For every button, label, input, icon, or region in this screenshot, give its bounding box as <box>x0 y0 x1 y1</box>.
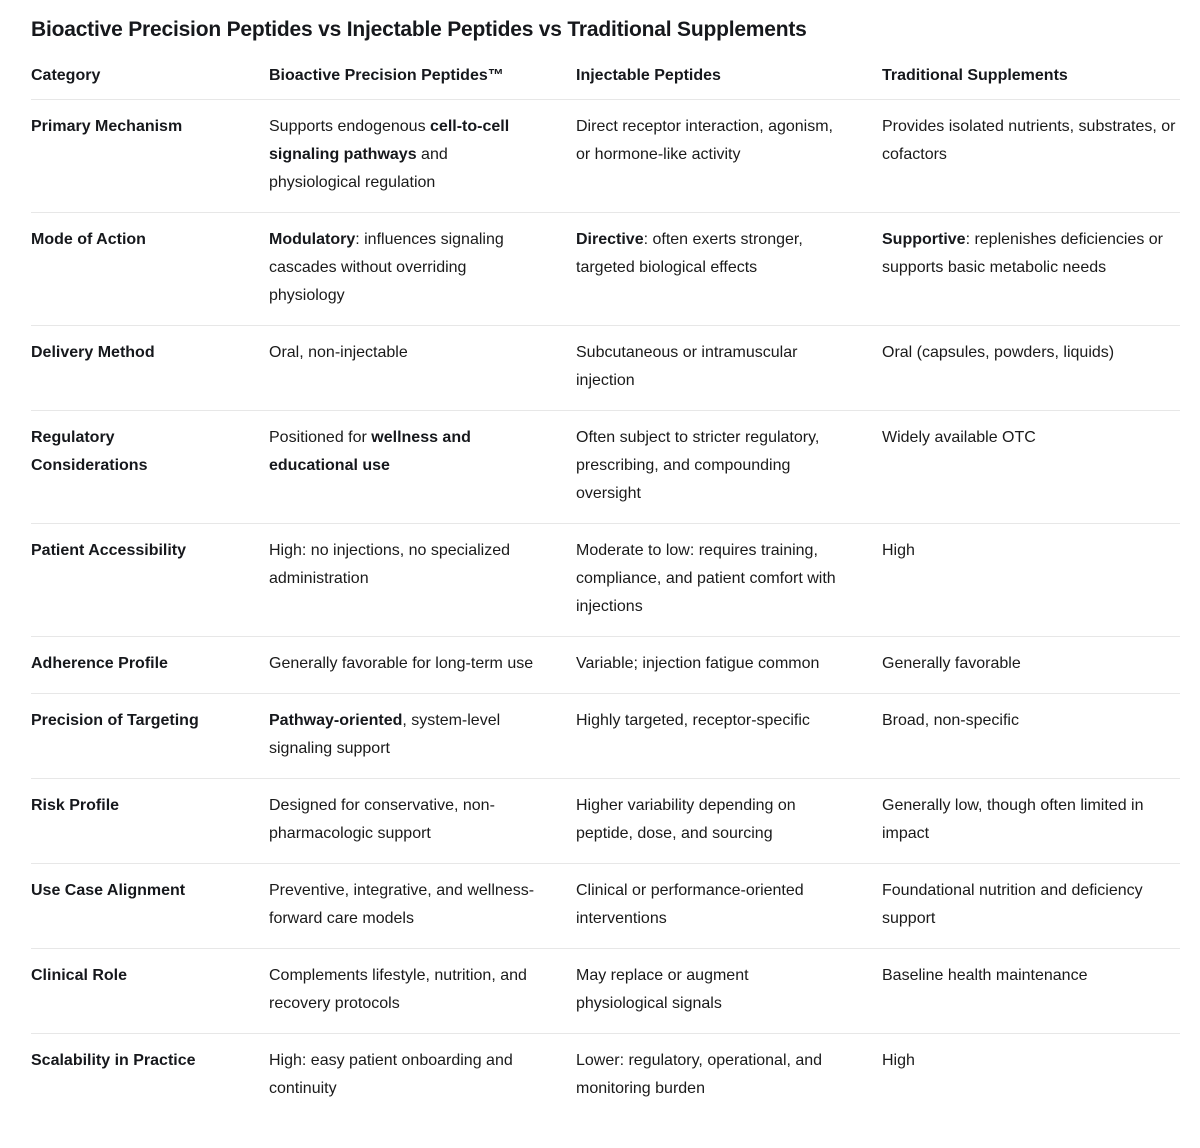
category-cell: Delivery Method <box>31 326 269 411</box>
table-row <box>31 100 1180 213</box>
value-cell <box>576 694 882 779</box>
value-cell <box>882 411 1180 524</box>
header-row <box>31 54 1180 100</box>
plain-text: Clinical or performance-oriented interventions <box>576 882 804 927</box>
category-cell: Use Case Alignment <box>31 864 269 949</box>
plain-text: High <box>882 1052 915 1069</box>
value-cell <box>269 949 576 1034</box>
table-row <box>31 1034 1180 1119</box>
value-cell <box>269 779 576 864</box>
value-cell <box>882 326 1180 411</box>
value-cell <box>882 637 1180 694</box>
plain-text: Variable; injection fatigue common <box>576 655 820 672</box>
value-cell <box>269 1034 576 1119</box>
value-cell <box>269 637 576 694</box>
value-cell <box>269 213 576 326</box>
plain-text: Moderate to low: requires training, compliance, and patient comfort with injections <box>576 542 836 615</box>
emphasized-text: wellness and educational use <box>269 429 471 474</box>
plain-text: : often exerts stronger, targeted biological effects <box>576 231 803 276</box>
table-row <box>31 694 1180 779</box>
plain-text: : influences signaling cascades without overriding physiology <box>269 231 504 304</box>
value-cell <box>576 949 882 1034</box>
plain-text: Foundational nutrition and deficiency support <box>882 882 1143 927</box>
plain-text: Higher variability depending on peptide, dose, and sourcing <box>576 797 796 842</box>
plain-text: Baseline health maintenance <box>882 967 1088 984</box>
comparison-table <box>31 54 1180 1118</box>
plain-text: Broad, non-specific <box>882 712 1019 729</box>
plain-text: Preventive, integrative, and wellness-forward care models <box>269 882 535 927</box>
value-cell <box>882 213 1180 326</box>
value-cell <box>576 779 882 864</box>
value-cell <box>576 524 882 637</box>
value-cell <box>882 1034 1180 1119</box>
emphasized-text: Pathway-oriented <box>269 712 403 729</box>
emphasized-text: cell-to-cell signaling pathways <box>269 118 510 163</box>
plain-text: High: easy patient onboarding and continuity <box>269 1052 513 1097</box>
plain-text: High <box>882 542 915 559</box>
category-cell: Precision of Targeting <box>31 694 269 779</box>
plain-text: Positioned for <box>269 429 372 446</box>
category-cell: Clinical Role <box>31 949 269 1034</box>
table-body <box>31 100 1180 1119</box>
value-cell <box>576 213 882 326</box>
plain-text: : replenishes deficiencies or supports basic metabolic needs <box>882 231 1163 276</box>
table-row <box>31 637 1180 694</box>
plain-text: Generally low, though often limited in impact <box>882 797 1144 842</box>
value-cell <box>576 100 882 213</box>
value-cell <box>882 694 1180 779</box>
value-cell <box>269 864 576 949</box>
emphasized-text: Modulatory <box>269 231 356 248</box>
plain-text: Generally favorable for long-term use <box>269 655 534 672</box>
category-cell: Mode of Action <box>31 213 269 326</box>
column-header: Traditional Supplements <box>882 54 1180 100</box>
category-cell: Patient Accessibility <box>31 524 269 637</box>
value-cell <box>269 411 576 524</box>
value-cell <box>269 326 576 411</box>
plain-text: Subcutaneous or intramuscular injection <box>576 344 798 389</box>
emphasized-text: Directive <box>576 231 644 248</box>
table-row <box>31 864 1180 949</box>
table-row <box>31 524 1180 637</box>
plain-text: Highly targeted, receptor-specific <box>576 712 810 729</box>
plain-text: Supports endogenous <box>269 118 431 135</box>
plain-text: Widely available OTC <box>882 429 1036 446</box>
plain-text: Generally favorable <box>882 655 1021 672</box>
category-cell: Scalability in Practice <box>31 1052 196 1069</box>
value-cell <box>576 1034 882 1119</box>
value-cell <box>882 524 1180 637</box>
value-cell <box>576 637 882 694</box>
column-header: Injectable Peptides <box>576 54 882 100</box>
plain-text: and physiological regulation <box>269 146 448 191</box>
plain-text: , system-level signaling support <box>269 712 501 757</box>
plain-text: High: no injections, no specialized administration <box>269 542 511 587</box>
value-cell <box>576 411 882 524</box>
plain-text: May replace or augment physiological signals <box>576 967 749 1012</box>
value-cell <box>576 326 882 411</box>
plain-text: Designed for conservative, non-pharmacologic support <box>269 797 495 842</box>
category-cell: Risk Profile <box>31 779 269 864</box>
table-header <box>31 54 1180 100</box>
column-header: Category <box>31 54 269 100</box>
value-cell <box>882 864 1180 949</box>
value-cell <box>269 524 576 637</box>
table-row <box>31 326 1180 411</box>
value-cell <box>882 949 1180 1034</box>
value-cell <box>269 694 576 779</box>
plain-text: Oral (capsules, powders, liquids) <box>882 344 1115 361</box>
table-row <box>31 779 1180 864</box>
plain-text: Oral, non-injectable <box>269 344 408 361</box>
category-cell: Primary Mechanism <box>31 100 269 213</box>
page-title: Bioactive Precision Peptides vs Injectable Peptides vs Traditional Supplements <box>31 18 807 41</box>
emphasized-text: Supportive <box>882 231 966 248</box>
value-cell <box>882 779 1180 864</box>
table-row <box>31 411 1180 524</box>
plain-text: Provides isolated nutrients, substrates, or cofactors <box>882 118 1176 163</box>
plain-text: Lower: regulatory, operational, and monitoring burden <box>576 1052 823 1097</box>
column-header: Bioactive Precision Peptides™ <box>269 54 576 100</box>
category-cell: Regulatory Considerations <box>31 411 269 524</box>
category-cell: Adherence Profile <box>31 637 269 694</box>
value-cell <box>882 100 1180 213</box>
value-cell <box>269 100 576 213</box>
plain-text: Often subject to stricter regulatory, prescribing, and compounding oversight <box>576 429 820 502</box>
table-row <box>31 949 1180 1034</box>
plain-text: Complements lifestyle, nutrition, and recovery protocols <box>269 967 527 1012</box>
table-row <box>31 213 1180 326</box>
plain-text: Direct receptor interaction, agonism, or hormone-like activity <box>576 118 833 163</box>
value-cell <box>576 864 882 949</box>
